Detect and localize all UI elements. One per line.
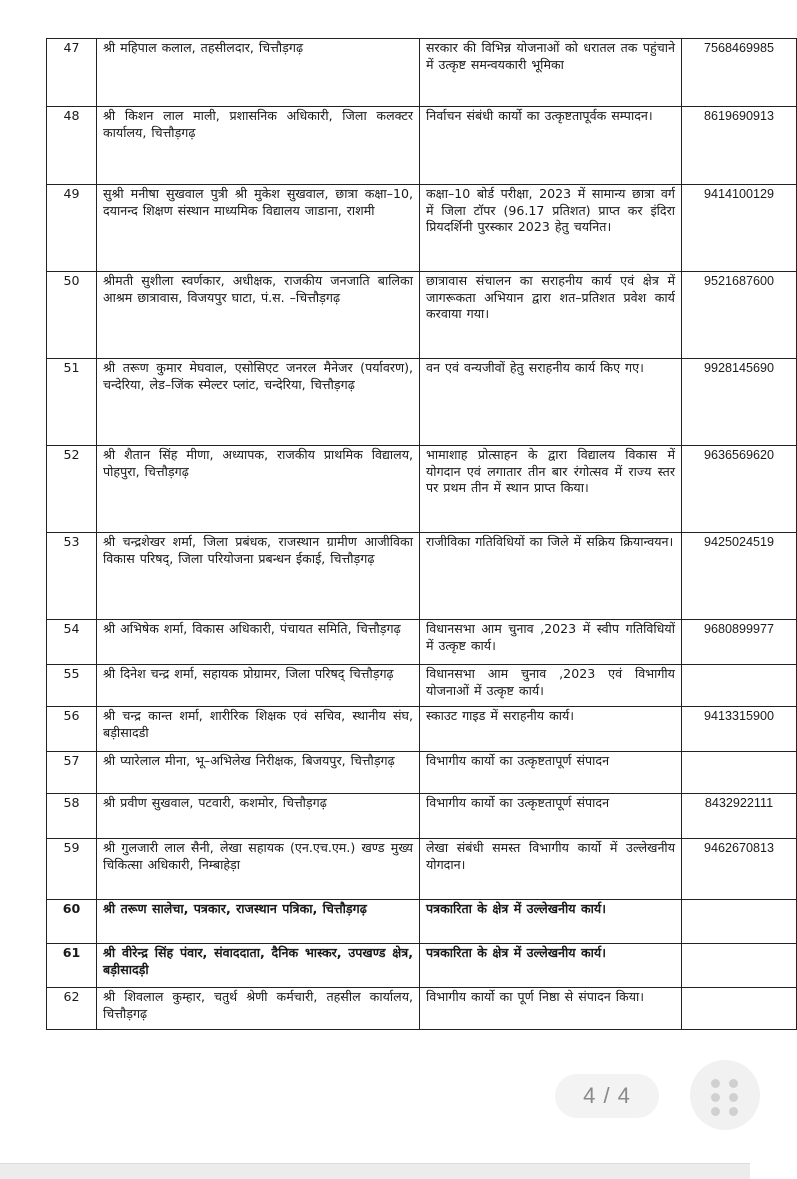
awardee-name-cell: श्री प्रवीण सुखवाल, पटवारी, कशमोर, चित्तौड़गढ़ [97, 794, 420, 839]
awardee-name-cell: श्री गुलजारी लाल सैनी, लेखा सहायक (एन.एच.एम.) खण्ड मुख्य चिकित्सा अधिकारी, निम्बाहेड़ा [97, 839, 420, 900]
achievement-cell: राजीविका गतिविधियों का जिले में सक्रिय क्रियान्वयन। [420, 533, 682, 620]
phone-number-cell: 8619690913 [682, 107, 797, 185]
achievement-cell: लेखा संबंधी समस्त विभागीय कार्यो में उल्लेखनीय योगदान। [420, 839, 682, 900]
phone-number-cell: 9462670813 [682, 839, 797, 900]
table-row [47, 446, 797, 533]
grid-dot-icon [729, 1107, 738, 1116]
serial-number-cell: 55 [47, 665, 97, 707]
grid-menu-button[interactable] [690, 1060, 760, 1130]
awardee-name-cell: श्री प्यारेलाल मीना, भू–अभिलेख निरीक्षक, बिजयपुर, चित्तौड़गढ़ [97, 752, 420, 794]
achievement-cell: पत्रकारिता के क्षेत्र में उल्लेखनीय कार्य। [420, 900, 682, 944]
achievement-cell: निर्वाचन संबंधी कार्यो का उत्कृष्टतापूर्वक सम्पादन। [420, 107, 682, 185]
awardee-name-cell: श्री किशन लाल माली, प्रशासनिक अधिकारी, जिला कलक्टर कार्यालय, चित्तौड़गढ़ [97, 107, 420, 185]
table-row [47, 185, 797, 272]
phone-number-cell: 7568469985 [682, 39, 797, 107]
table-row [47, 839, 797, 900]
bottom-navigation-bar [0, 1163, 750, 1179]
table-row [47, 107, 797, 185]
serial-number-cell: 57 [47, 752, 97, 794]
awardee-name-cell: श्री तरूण कुमार मेघवाल, एसोसिएट जनरल मैनेजर (पर्यावरण), चन्देरिया, लेड–जिंक स्मेल्टर प्लांट, चन्देरिया, चित्तौड़गढ़ [97, 359, 420, 446]
serial-number-cell: 58 [47, 794, 97, 839]
serial-number-cell: 51 [47, 359, 97, 446]
awardee-name-cell: श्री वीरेन्द्र सिंह पंवार, संवाददाता, दैनिक भास्कर, उपखण्ड क्षेत्र, बड़ीसादड़ी [97, 944, 420, 988]
grid-dot-icon [711, 1079, 720, 1088]
phone-number-cell [682, 900, 797, 944]
achievement-cell: भामाशाह प्रोत्साहन के द्वारा विद्यालय विकास में योगदान एवं लगातार तीन बार रंगोत्सव में राज्य स्तर पर प्रथम तीन में स्थान प्राप्त किया। [420, 446, 682, 533]
phone-number-cell: 9636569620 [682, 446, 797, 533]
achievement-cell: स्काउट गाइड में सराहनीय कार्य। [420, 707, 682, 752]
awardee-name-cell: श्री दिनेश चन्द्र शर्मा, सहायक प्रोग्रामर, जिला परिषद् चित्तौड़गढ़ [97, 665, 420, 707]
table-row [47, 272, 797, 359]
phone-number-cell [682, 988, 797, 1030]
table-row [47, 707, 797, 752]
serial-number-cell: 54 [47, 620, 97, 665]
awardee-name-cell: श्री शिवलाल कुम्हार, चतुर्थ श्रेणी कर्मचारी, तहसील कार्यालय, चित्तौड़गढ़ [97, 988, 420, 1030]
serial-number-cell: 47 [47, 39, 97, 107]
serial-number-cell: 49 [47, 185, 97, 272]
table-row [47, 794, 797, 839]
serial-number-cell: 62 [47, 988, 97, 1030]
achievement-cell: विभागीय कार्यो का पूर्ण निष्ठा से संपादन किया। [420, 988, 682, 1030]
phone-number-cell: 9680899977 [682, 620, 797, 665]
grid-dot-icon [711, 1107, 720, 1116]
grid-dot-icon [729, 1093, 738, 1102]
phone-number-cell [682, 665, 797, 707]
page-indicator: 4 / 4 [555, 1074, 659, 1118]
phone-number-cell [682, 944, 797, 988]
achievement-cell: विभागीय कार्यो का उत्कृष्टतापूर्ण संपादन [420, 752, 682, 794]
achievement-cell: कक्षा–10 बोर्ड परीक्षा, 2023 में सामान्य छात्रा वर्ग में जिला टॉपर (96.17 प्रतिशत) प्राप्त कर इंदिरा प्रियदर्शिनी पुरस्कार 2023 हेतु चयनित। [420, 185, 682, 272]
achievement-cell: विभागीय कार्यो का उत्कृष्टतापूर्ण संपादन [420, 794, 682, 839]
serial-number-cell: 52 [47, 446, 97, 533]
awardee-name-cell: श्री महिपाल कलाल, तहसीलदार, चित्तौड़गढ़ [97, 39, 420, 107]
table-row [47, 620, 797, 665]
grid-dot-icon [729, 1079, 738, 1088]
table-row [47, 665, 797, 707]
phone-number-cell: 9521687600 [682, 272, 797, 359]
table-row [47, 988, 797, 1030]
achievement-cell: विधानसभा आम चुनाव ,2023 में स्वीप गतिविधियों में उत्कृष्ट कार्य। [420, 620, 682, 665]
serial-number-cell: 50 [47, 272, 97, 359]
serial-number-cell: 61 [47, 944, 97, 988]
phone-number-cell: 8432922111 [682, 794, 797, 839]
awardee-name-cell: श्री चन्द्रशेखर शर्मा, जिला प्रबंधक, राजस्थान ग्रामीण आजीविका विकास परिषद्, जिला परियोजना प्रबन्धन ईकाई, चित्तौड़गढ़ [97, 533, 420, 620]
awardees-table [46, 38, 797, 1030]
achievement-cell: पत्रकारिता के क्षेत्र में उल्लेखनीय कार्य। [420, 944, 682, 988]
phone-number-cell: 9425024519 [682, 533, 797, 620]
phone-number-cell: 9413315900 [682, 707, 797, 752]
achievement-cell: छात्रावास संचालन का सराहनीय कार्य एवं क्षेत्र में जागरूकता अभियान द्वारा शत–प्रतिशत प्रवेश कार्य करवाया गया। [420, 272, 682, 359]
awardees-table-body [47, 39, 797, 1030]
awardee-name-cell: श्री चन्द्र कान्त शर्मा, शारीरिक शिक्षक एवं सचिव, स्थानीय संघ, बड़ीसादडी [97, 707, 420, 752]
table-row [47, 359, 797, 446]
awardee-name-cell: श्रीमती सुशीला स्वर्णकार, अधीक्षक, राजकीय जनजाति बालिका आश्रम छात्रावास, विजयपुर घाटा, पं.स. –चित्तौड़गढ़ [97, 272, 420, 359]
achievement-cell: सरकार की विभिन्न योजनाओं को धरातल तक पहुंचाने में उत्कृष्ट समन्वयकारी भूमिका [420, 39, 682, 107]
phone-number-cell [682, 752, 797, 794]
table-row [47, 944, 797, 988]
awardee-name-cell: श्री शैतान सिंह मीणा, अध्यापक, राजकीय प्राथमिक विद्यालय, पोहपुरा, चित्तौड़गढ़ [97, 446, 420, 533]
table-row [47, 39, 797, 107]
table-row [47, 533, 797, 620]
phone-number-cell: 9928145690 [682, 359, 797, 446]
serial-number-cell: 48 [47, 107, 97, 185]
phone-number-cell: 9414100129 [682, 185, 797, 272]
achievement-cell: वन एवं वन्यजीवों हेतु सराहनीय कार्य किए गए। [420, 359, 682, 446]
achievement-cell: विधानसभा आम चुनाव ,2023 एवं विभागीय योजनाओं में उत्कृष्ट कार्य। [420, 665, 682, 707]
awardee-name-cell: सुश्री मनीषा सुखवाल पुत्री श्री मुकेश सुखवाल, छात्रा कक्षा–10, दयानन्द शिक्षण संस्थान माध्यमिक विद्यालय जाडाना, राशमी [97, 185, 420, 272]
awardee-name-cell: श्री तरूण सालेचा, पत्रकार, राजस्थान पत्रिका, चित्तौड़गढ़ [97, 900, 420, 944]
serial-number-cell: 53 [47, 533, 97, 620]
awardee-name-cell: श्री अभिषेक शर्मा, विकास अधिकारी, पंचायत समिति, चित्तौड़गढ़ [97, 620, 420, 665]
table-row [47, 752, 797, 794]
grid-dot-icon [711, 1093, 720, 1102]
table-row [47, 900, 797, 944]
serial-number-cell: 60 [47, 900, 97, 944]
serial-number-cell: 56 [47, 707, 97, 752]
serial-number-cell: 59 [47, 839, 97, 900]
